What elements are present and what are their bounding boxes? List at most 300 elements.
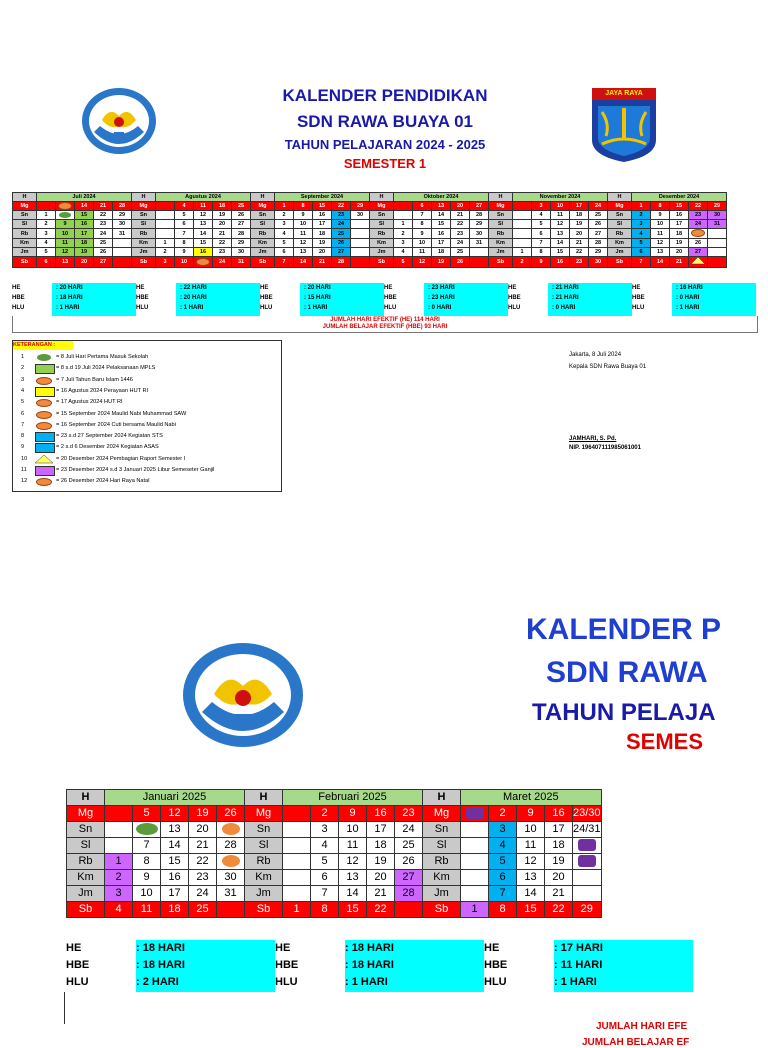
total-effective-learning-days: JUMLAH BELAJAR EFEKTIF (HBE) 93 HARI bbox=[322, 324, 448, 330]
legend-number: 6 bbox=[21, 410, 25, 417]
date-cell: 10 bbox=[294, 220, 313, 229]
date-cell: 3 bbox=[105, 886, 133, 902]
date-cell bbox=[113, 238, 132, 247]
date-cell: 19 bbox=[189, 806, 217, 822]
date-cell: 5 bbox=[489, 854, 517, 870]
date-cell: 19 bbox=[367, 854, 395, 870]
date-cell: 5 bbox=[275, 238, 294, 247]
day-name: Km bbox=[608, 238, 632, 247]
day-name: Km bbox=[423, 870, 461, 886]
date-cell: 13 bbox=[294, 247, 313, 256]
date-cell: 15 bbox=[194, 238, 213, 247]
day-name: Sb bbox=[67, 902, 105, 918]
date-cell: 15 bbox=[432, 220, 451, 229]
date-cell: 1 bbox=[461, 902, 489, 918]
date-cell: 4 bbox=[175, 202, 194, 211]
month-header: Desember 2024 bbox=[632, 193, 727, 202]
date-cell: 30 bbox=[589, 256, 608, 267]
day-name: Km bbox=[370, 238, 394, 247]
legend-text: = 8 Juli Hari Pertama Masuk Sekolah bbox=[56, 354, 149, 360]
date-cell: 18 bbox=[670, 229, 689, 238]
month-summary bbox=[12, 283, 136, 316]
date-cell: 1 bbox=[275, 202, 294, 211]
date-cell bbox=[573, 854, 602, 870]
date-cell: 25 bbox=[94, 238, 113, 247]
school-year: TAHUN PELAJARAN 2024 - 2025 bbox=[284, 137, 486, 152]
date-cell: 29 bbox=[351, 202, 370, 211]
summary-value-hbe: : 21 HARI bbox=[552, 295, 579, 301]
month-header: Oktober 2024 bbox=[394, 193, 489, 202]
date-cell: 19 bbox=[75, 247, 94, 256]
date-cell: 21 bbox=[213, 229, 232, 238]
legend-item bbox=[13, 409, 281, 419]
date-cell: 24 bbox=[451, 238, 470, 247]
day-name: Km bbox=[67, 870, 105, 886]
date-cell: 14 bbox=[161, 838, 189, 854]
legend-number: 1 bbox=[21, 354, 25, 360]
date-cell: 24/31 bbox=[573, 822, 602, 838]
day-name: Rb bbox=[251, 229, 275, 238]
summary-label-hlu: HLU bbox=[136, 305, 149, 311]
summary-value-he: : 20 HARI bbox=[56, 285, 83, 291]
legend-item bbox=[13, 352, 281, 362]
date-cell bbox=[461, 822, 489, 838]
date-cell: 27 bbox=[589, 229, 608, 238]
day-name: Mg bbox=[608, 202, 632, 211]
date-cell bbox=[217, 854, 245, 870]
date-cell: 10 bbox=[517, 822, 545, 838]
day-name: Sn bbox=[245, 822, 283, 838]
summary-value-hbe: : 0 HARI bbox=[676, 295, 700, 301]
date-cell: 13 bbox=[651, 247, 670, 256]
date-cell bbox=[351, 238, 370, 247]
date-cell bbox=[283, 822, 311, 838]
date-cell: 26 bbox=[217, 806, 245, 822]
day-name: Mg bbox=[132, 202, 156, 211]
date-cell: 27 bbox=[332, 247, 351, 256]
date-cell: 22 bbox=[332, 202, 351, 211]
date-cell bbox=[37, 202, 56, 211]
legend-text: = 2 s.d 6 Desember 2024 Kegiatan ASAS bbox=[56, 444, 159, 451]
date-cell bbox=[394, 202, 413, 211]
day-name: Sn bbox=[67, 822, 105, 838]
day-name: Sl bbox=[67, 838, 105, 854]
summary-label-he: HE bbox=[66, 942, 82, 954]
date-cell: 16 bbox=[313, 211, 332, 220]
date-cell bbox=[156, 229, 175, 238]
legend-text: = 16 Agustus 2024 Perayaan HUT RI bbox=[56, 387, 149, 394]
day-name: Mg bbox=[67, 806, 105, 822]
date-cell: 24 bbox=[589, 202, 608, 211]
date-cell: 23 bbox=[451, 229, 470, 238]
date-cell: 2 bbox=[394, 229, 413, 238]
date-cell: 23/30 bbox=[573, 806, 602, 822]
legend-item bbox=[13, 363, 281, 373]
date-cell: 28 bbox=[589, 238, 608, 247]
summary-label-hlu: HLU bbox=[12, 305, 25, 311]
date-cell: 1 bbox=[394, 220, 413, 229]
date-cell: 4 bbox=[37, 238, 56, 247]
date-cell: 19 bbox=[432, 256, 451, 267]
date-cell: 13 bbox=[517, 870, 545, 886]
date-cell: 18 bbox=[545, 838, 573, 854]
date-cell bbox=[283, 806, 311, 822]
month-summary bbox=[275, 940, 484, 992]
date-cell bbox=[283, 870, 311, 886]
date-cell: 13 bbox=[551, 229, 570, 238]
date-cell: 26 bbox=[332, 238, 351, 247]
date-cell: 13 bbox=[432, 202, 451, 211]
semester2-school-name: SDN RAWA bbox=[546, 656, 708, 689]
date-cell: 4 bbox=[489, 838, 517, 854]
month-header: Februari 2025 bbox=[283, 790, 423, 806]
day-name: Jm bbox=[245, 886, 283, 902]
date-cell: 3 bbox=[394, 238, 413, 247]
date-cell: 23 bbox=[189, 870, 217, 886]
date-cell: 3 bbox=[311, 822, 339, 838]
date-cell: 29 bbox=[589, 247, 608, 256]
date-cell: 18 bbox=[570, 211, 589, 220]
date-cell: 30 bbox=[217, 870, 245, 886]
summary-label-hlu: HLU bbox=[260, 305, 273, 311]
date-cell: 20 bbox=[313, 247, 332, 256]
day-column-header: H bbox=[423, 790, 461, 806]
date-cell: 4 bbox=[532, 211, 551, 220]
legend-number: 3 bbox=[21, 376, 25, 383]
date-cell: 10 bbox=[56, 229, 75, 238]
date-cell: 31 bbox=[217, 886, 245, 902]
legend-text: = 7 Juli Tahun Baru Islam 1446 bbox=[56, 376, 133, 383]
date-cell: 13 bbox=[339, 870, 367, 886]
month-header: Agustus 2024 bbox=[156, 193, 251, 202]
date-cell: 4 bbox=[275, 229, 294, 238]
summary-label-hlu: HLU bbox=[384, 305, 397, 311]
semester2-total-effective-learning: JUMLAH BELAJAR EF bbox=[582, 1037, 690, 1048]
date-cell: 30 bbox=[708, 211, 727, 220]
summary-label-he: HE bbox=[384, 285, 393, 291]
date-cell: 17 bbox=[545, 822, 573, 838]
summary-value-hlu: : 0 HARI bbox=[428, 305, 452, 311]
legend-item bbox=[13, 397, 281, 407]
day-name: Sb bbox=[132, 256, 156, 267]
date-cell: 11 bbox=[651, 229, 670, 238]
day-name: Sl bbox=[489, 220, 513, 229]
day-name: Sl bbox=[245, 838, 283, 854]
legend-number: 12 bbox=[21, 478, 28, 485]
date-cell: 3 bbox=[37, 229, 56, 238]
date-cell bbox=[513, 238, 532, 247]
date-cell: 12 bbox=[651, 238, 670, 247]
date-cell: 16 bbox=[194, 247, 213, 256]
date-cell: 17 bbox=[313, 220, 332, 229]
date-cell: 24 bbox=[689, 220, 708, 229]
summary-label-hbe: HBE bbox=[66, 959, 90, 971]
date-cell: 22 bbox=[94, 211, 113, 220]
day-name: Sl bbox=[251, 220, 275, 229]
jaya-raya-text: JAYA RAYA bbox=[605, 90, 643, 97]
date-cell: 3 bbox=[275, 220, 294, 229]
orange-oval-icon bbox=[35, 398, 53, 406]
principal-name: JAMHARI, S. Pd. bbox=[569, 436, 617, 442]
summary-value-hlu: : 1 HARI bbox=[304, 305, 328, 311]
date-cell: 2 bbox=[311, 806, 339, 822]
date-cell bbox=[351, 229, 370, 238]
date-cell: 14 bbox=[294, 256, 313, 267]
date-cell: 29 bbox=[113, 211, 132, 220]
day-name: Rb bbox=[132, 229, 156, 238]
day-name: Rb bbox=[489, 229, 513, 238]
date-cell bbox=[217, 822, 245, 838]
day-name: Jm bbox=[132, 247, 156, 256]
date-cell: 1 bbox=[283, 902, 311, 918]
month-summary bbox=[384, 283, 508, 316]
summary-label-he: HE bbox=[260, 285, 269, 291]
date-cell: 8 bbox=[175, 238, 194, 247]
date-cell: 28 bbox=[232, 229, 251, 238]
date-cell: 13 bbox=[56, 256, 75, 267]
day-name: Sn bbox=[608, 211, 632, 220]
date-cell: 14 bbox=[651, 256, 670, 267]
date-cell: 11 bbox=[56, 238, 75, 247]
school-name: SDN RAWA BUAYA 01 bbox=[296, 112, 474, 131]
date-cell: 1 bbox=[632, 202, 651, 211]
date-cell: 25 bbox=[395, 838, 423, 854]
orange-oval-icon bbox=[35, 421, 53, 429]
date-cell: 10 bbox=[175, 256, 194, 267]
date-cell: 9 bbox=[651, 211, 670, 220]
date-cell bbox=[394, 211, 413, 220]
day-name: Sb bbox=[423, 902, 461, 918]
summary-label-hbe: HBE bbox=[12, 295, 25, 301]
date-cell: 22 bbox=[367, 902, 395, 918]
legend-item bbox=[13, 375, 281, 385]
date-cell: 23 bbox=[213, 247, 232, 256]
semester-label: SEMESTER 1 bbox=[343, 156, 427, 171]
date-cell: 6 bbox=[311, 870, 339, 886]
date-cell: 21 bbox=[670, 256, 689, 267]
semester1-calendar bbox=[12, 192, 727, 268]
date-cell: 29 bbox=[232, 238, 251, 247]
date-cell: 12 bbox=[551, 220, 570, 229]
date-cell: 10 bbox=[651, 220, 670, 229]
summary-label-he: HE bbox=[275, 942, 291, 954]
date-cell bbox=[573, 886, 602, 902]
legend-number: 8 bbox=[21, 433, 25, 440]
day-column-header: H bbox=[608, 193, 632, 202]
semester2-summary bbox=[66, 940, 696, 1024]
date-cell: 28 bbox=[113, 202, 132, 211]
date-cell: 15 bbox=[75, 211, 94, 220]
legend-number: 4 bbox=[21, 387, 25, 394]
date-cell bbox=[156, 211, 175, 220]
date-cell: 28 bbox=[217, 838, 245, 854]
date-cell: 12 bbox=[339, 854, 367, 870]
legend-item bbox=[13, 386, 281, 396]
date-cell: 7 bbox=[413, 211, 432, 220]
summary-value-hlu: : 2 HARI bbox=[136, 976, 179, 988]
day-name: Mg bbox=[423, 806, 461, 822]
legend-text: = 23 Desember 2024 s.d 3 Januari 2025 Libur Semeseter Ganjil bbox=[56, 467, 215, 473]
day-name: Jm bbox=[67, 886, 105, 902]
date-cell: 8 bbox=[413, 220, 432, 229]
date-cell: 2 bbox=[513, 256, 532, 267]
date-cell: 14 bbox=[194, 229, 213, 238]
date-cell bbox=[217, 902, 245, 918]
principal-nip: NIP. 196407111985061001 bbox=[569, 445, 641, 451]
day-column-header: H bbox=[370, 193, 394, 202]
summary-value-he: : 23 HARI bbox=[428, 285, 455, 291]
date-cell: 18 bbox=[367, 838, 395, 854]
date-cell: 10 bbox=[413, 238, 432, 247]
day-name: Km bbox=[132, 238, 156, 247]
date-cell: 19 bbox=[570, 220, 589, 229]
color-swatch-icon bbox=[35, 364, 55, 374]
date-cell: 26 bbox=[395, 854, 423, 870]
date-cell: 9 bbox=[175, 247, 194, 256]
color-swatch-icon bbox=[35, 432, 55, 442]
summary-label-hlu: HLU bbox=[632, 305, 645, 311]
date-cell: 18 bbox=[432, 247, 451, 256]
legend-number: 5 bbox=[21, 399, 25, 406]
date-cell: 10 bbox=[339, 822, 367, 838]
date-cell: 15 bbox=[551, 247, 570, 256]
date-cell bbox=[689, 256, 708, 267]
date-cell: 31 bbox=[232, 256, 251, 267]
date-cell: 11 bbox=[339, 838, 367, 854]
date-cell: 28 bbox=[470, 211, 489, 220]
summary-value-hlu: : 1 HARI bbox=[345, 976, 388, 988]
day-column-header: H bbox=[67, 790, 105, 806]
orange-oval-icon bbox=[35, 477, 53, 485]
date-cell: 16 bbox=[670, 211, 689, 220]
date-cell: 19 bbox=[213, 211, 232, 220]
date-cell bbox=[708, 238, 727, 247]
date-cell: 25 bbox=[189, 902, 217, 918]
date-cell: 25 bbox=[332, 229, 351, 238]
day-name: Jm bbox=[370, 247, 394, 256]
date-cell: 9 bbox=[294, 211, 313, 220]
summary-value-hlu: : 1 HARI bbox=[554, 976, 597, 988]
date-cell: 5 bbox=[37, 247, 56, 256]
date-cell: 20 bbox=[670, 247, 689, 256]
date-cell: 5 bbox=[394, 256, 413, 267]
date-cell: 19 bbox=[545, 854, 573, 870]
month-summary bbox=[484, 940, 693, 992]
date-cell: 7 bbox=[532, 238, 551, 247]
date-cell: 7 bbox=[133, 838, 161, 854]
date-cell: 8 bbox=[133, 854, 161, 870]
date-cell: 8 bbox=[294, 202, 313, 211]
date-cell: 9 bbox=[532, 256, 551, 267]
day-name: Km bbox=[489, 238, 513, 247]
color-swatch-icon bbox=[35, 466, 55, 476]
summary-label-hbe: HBE bbox=[632, 295, 645, 301]
month-summary bbox=[66, 940, 275, 992]
date-cell bbox=[105, 822, 133, 838]
summary-label-hlu: HLU bbox=[275, 976, 298, 988]
semester2-calendar bbox=[66, 789, 602, 918]
tut-wuri-handayani-logo bbox=[80, 86, 158, 156]
summary-divider bbox=[64, 992, 65, 1024]
date-cell: 17 bbox=[161, 886, 189, 902]
date-cell: 30 bbox=[351, 211, 370, 220]
date-cell: 20 bbox=[213, 220, 232, 229]
legend-number: 10 bbox=[21, 455, 28, 462]
date-cell bbox=[105, 806, 133, 822]
date-cell: 1 bbox=[105, 854, 133, 870]
color-swatch-icon bbox=[35, 387, 55, 397]
semester2-total-effective-days: JUMLAH HARI EFE bbox=[596, 1021, 688, 1032]
day-name: Jm bbox=[251, 247, 275, 256]
date-cell: 2 bbox=[632, 211, 651, 220]
day-name: Sl bbox=[608, 220, 632, 229]
day-name: Sb bbox=[489, 256, 513, 267]
date-cell bbox=[461, 854, 489, 870]
date-cell: 7 bbox=[275, 256, 294, 267]
month-summary bbox=[136, 283, 260, 316]
date-cell: 11 bbox=[551, 211, 570, 220]
date-cell: 11 bbox=[517, 838, 545, 854]
date-cell: 12 bbox=[56, 247, 75, 256]
date-cell bbox=[461, 886, 489, 902]
total-effective-days: JUMLAH HARI EFEKTIF (HE) 114 HARI bbox=[330, 317, 440, 323]
legend-item bbox=[13, 431, 281, 441]
date-cell: 15 bbox=[339, 902, 367, 918]
summary-label-hlu: HLU bbox=[484, 976, 507, 988]
date-cell: 18 bbox=[313, 229, 332, 238]
date-cell: 12 bbox=[294, 238, 313, 247]
date-cell: 30 bbox=[113, 220, 132, 229]
summary-label-hlu: HLU bbox=[508, 305, 521, 311]
date-cell bbox=[708, 256, 727, 267]
day-name: Sb bbox=[13, 256, 37, 267]
day-name: Km bbox=[245, 870, 283, 886]
date-cell bbox=[56, 202, 75, 211]
summary-value-hbe: : 18 HARI bbox=[136, 959, 185, 971]
date-cell: 14 bbox=[551, 238, 570, 247]
date-cell bbox=[283, 838, 311, 854]
date-cell: 29 bbox=[708, 202, 727, 211]
date-cell: 1 bbox=[513, 247, 532, 256]
date-cell: 6 bbox=[489, 870, 517, 886]
date-cell: 17 bbox=[367, 822, 395, 838]
summary-value-hbe: : 23 HARI bbox=[428, 295, 455, 301]
legend-number: 11 bbox=[21, 467, 27, 473]
day-name: Sb bbox=[370, 256, 394, 267]
date-cell: 23 bbox=[94, 220, 113, 229]
date-cell: 29 bbox=[573, 902, 602, 918]
summary-label-hbe: HBE bbox=[508, 295, 521, 301]
date-cell bbox=[156, 220, 175, 229]
date-cell: 7 bbox=[489, 886, 517, 902]
date-cell: 23 bbox=[689, 211, 708, 220]
date-cell bbox=[351, 247, 370, 256]
date-cell bbox=[513, 220, 532, 229]
date-cell: 1 bbox=[156, 238, 175, 247]
month-summary bbox=[260, 283, 384, 316]
date-cell bbox=[470, 256, 489, 267]
summary-label-he: HE bbox=[12, 285, 21, 291]
date-cell: 6 bbox=[532, 229, 551, 238]
date-cell: 4 bbox=[632, 229, 651, 238]
date-cell bbox=[461, 806, 489, 822]
day-name: Rb bbox=[67, 854, 105, 870]
day-name: Mg bbox=[13, 202, 37, 211]
date-cell: 15 bbox=[161, 854, 189, 870]
date-cell bbox=[689, 229, 708, 238]
month-header: November 2024 bbox=[513, 193, 608, 202]
date-cell: 17 bbox=[75, 229, 94, 238]
